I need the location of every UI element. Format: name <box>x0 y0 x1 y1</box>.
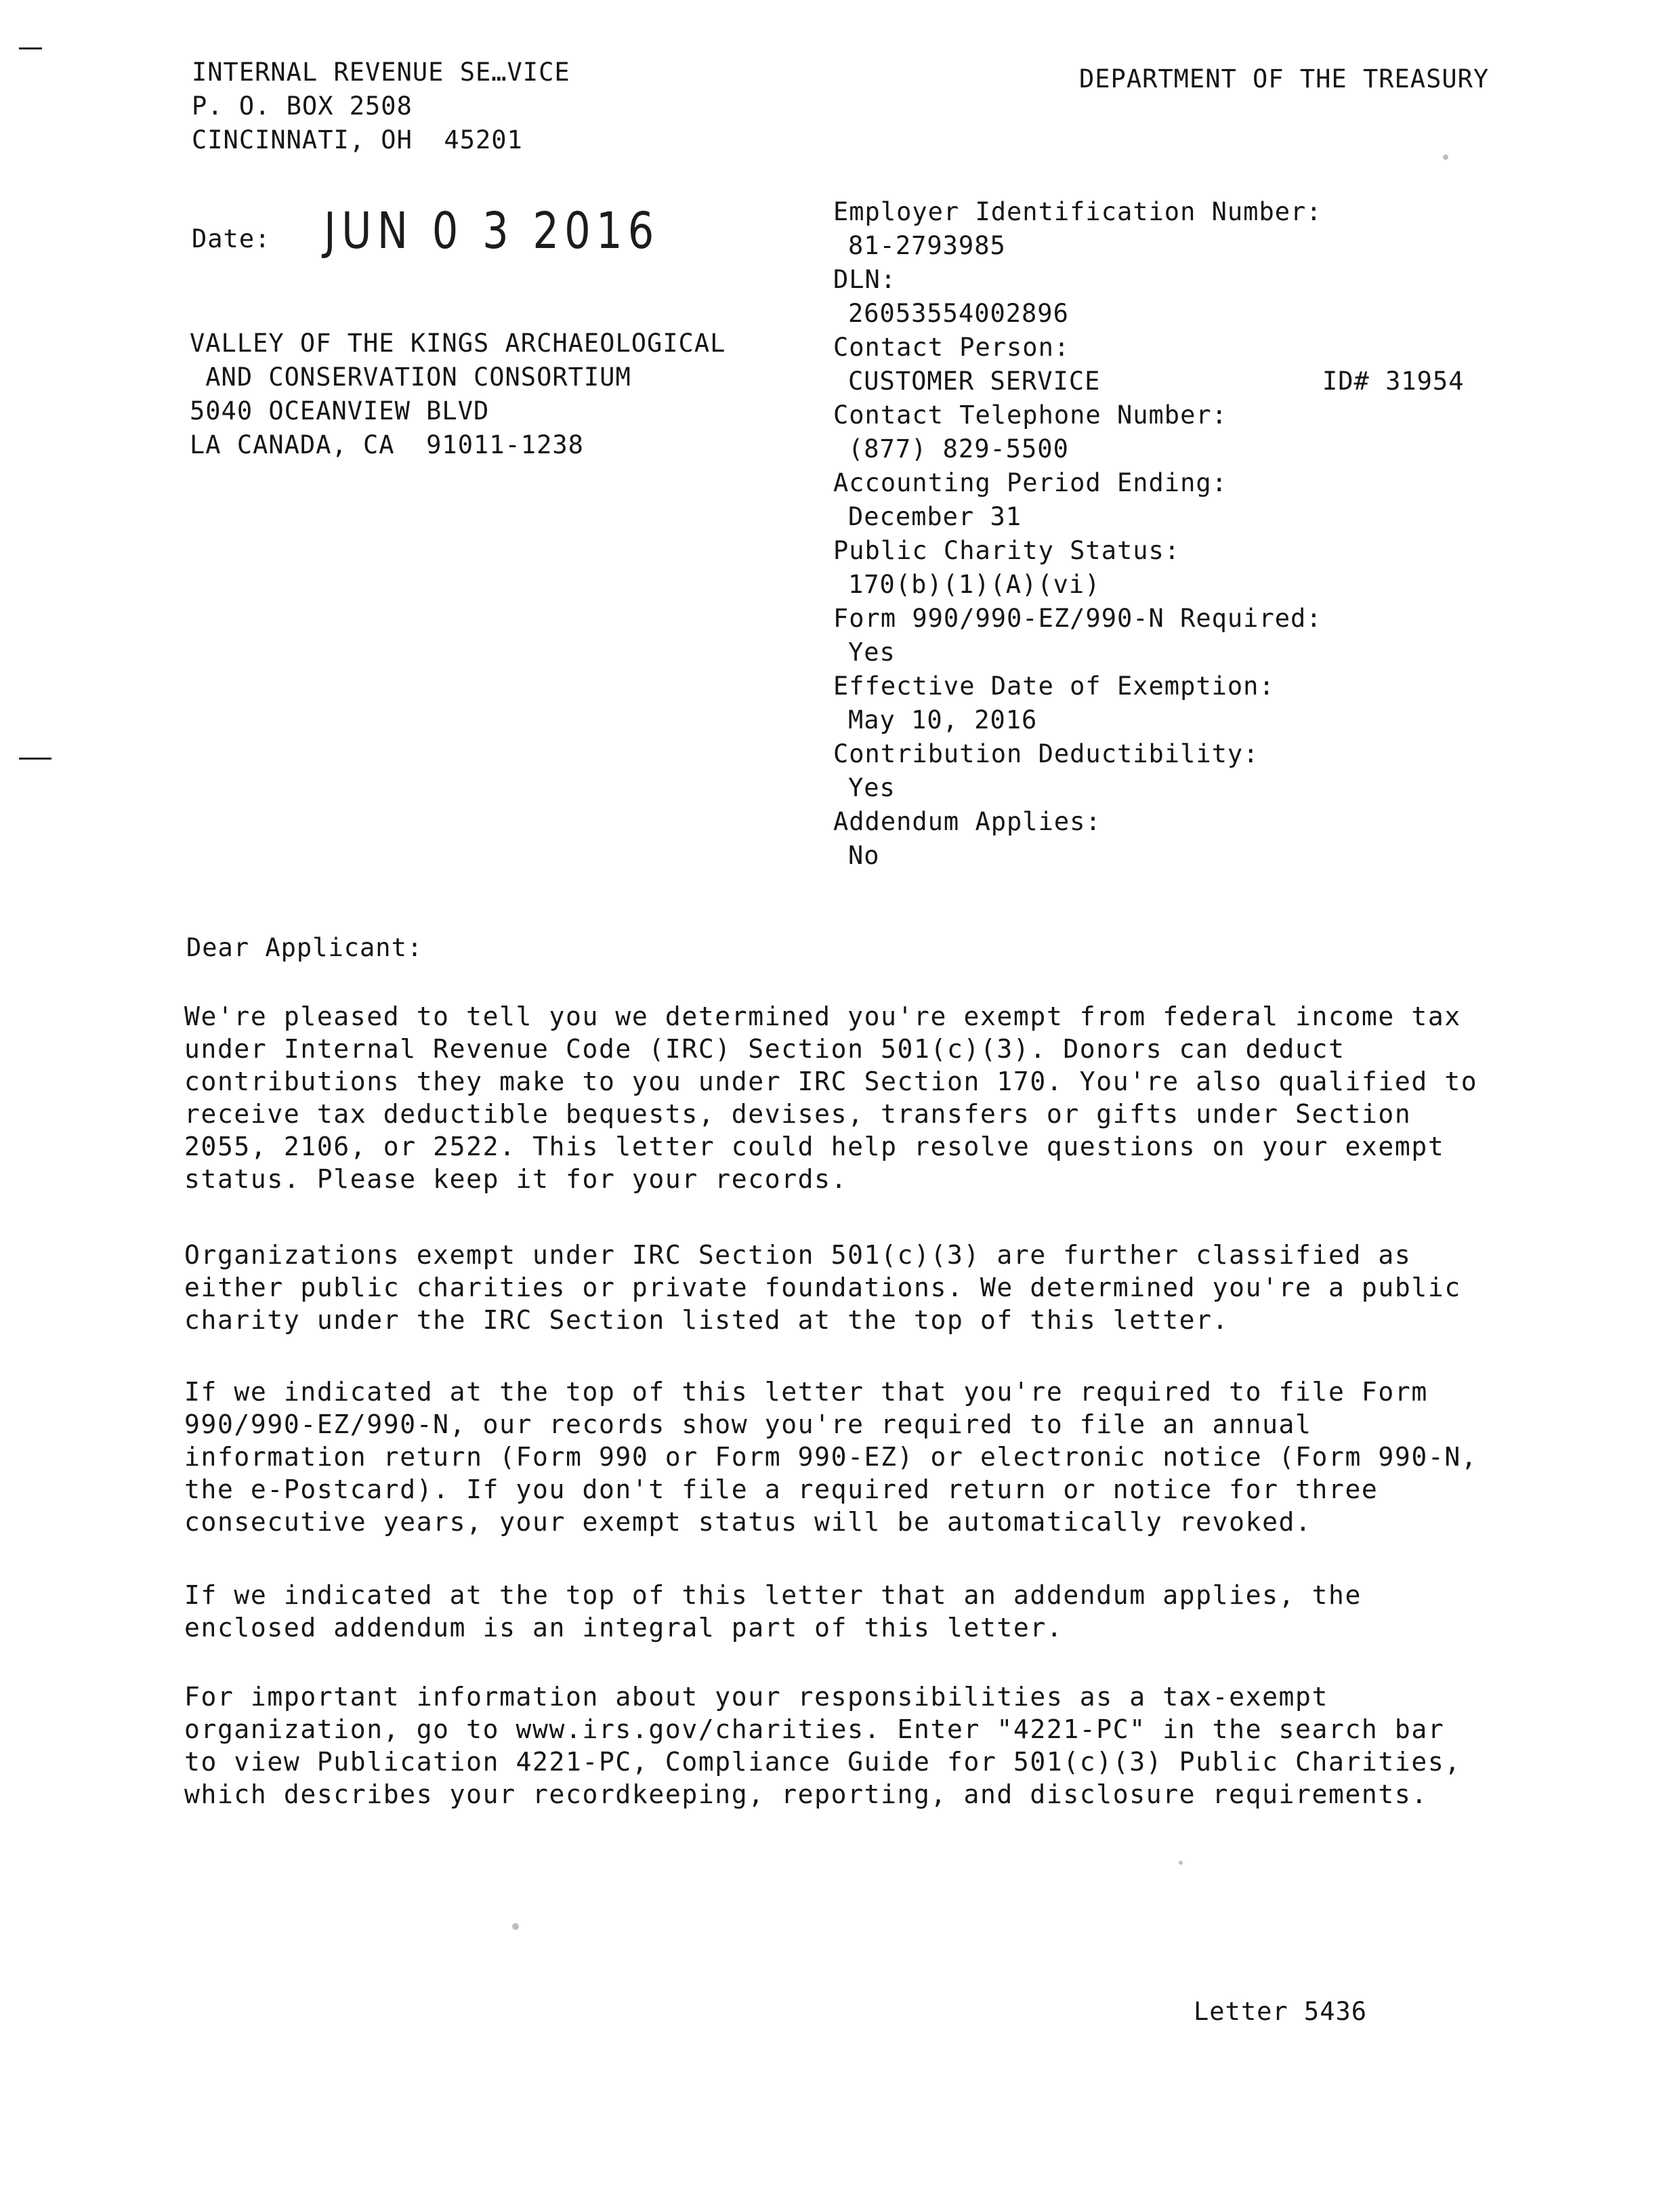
body-paragraph <box>184 1680 1539 1811</box>
addendum-value: No <box>848 841 880 870</box>
paragraph-line: If we indicated at the top of this letter that you're required to file Form <box>184 1377 1428 1407</box>
paragraph-line: consecutive years, your exempt status will be automatically revoked. <box>184 1507 1312 1537</box>
form-required-value: Yes <box>848 638 896 667</box>
recipient-address <box>190 327 726 462</box>
sender-address <box>192 56 570 157</box>
dln-value: 26053554002896 <box>848 299 1069 328</box>
body-paragraph <box>184 1376 1539 1538</box>
sender-line: CINCINNATI, OH 45201 <box>192 125 523 154</box>
sender-line: P. O. BOX 2508 <box>192 91 413 121</box>
paragraph-line: under Internal Revenue Code (IRC) Section 501(c)(3). Donors can deduct <box>184 1034 1345 1064</box>
ein-label: Employer Identification Number: <box>833 197 1322 226</box>
contact-id: ID# 31954 <box>1322 367 1465 396</box>
paragraph-line: the e-Postcard). If you don't file a required return or notice for three <box>184 1474 1379 1504</box>
effective-date-value: May 10, 2016 <box>848 705 1038 735</box>
paragraph-line: receive tax deductible bequests, devises, transfers or gifts under Section <box>184 1099 1412 1129</box>
deductibility-value: Yes <box>848 773 896 802</box>
effective-date-label: Effective Date of Exemption: <box>833 672 1275 701</box>
paragraph-line: For important information about your responsibilities as a tax-exempt <box>184 1682 1328 1712</box>
scan-speck <box>512 1923 519 1930</box>
scan-speck <box>1443 154 1448 160</box>
paragraph-line: Organizations exempt under IRC Section 501(c)(3) are further classified as <box>184 1240 1412 1270</box>
paragraph-line: status. Please keep it for your records. <box>184 1164 848 1194</box>
form-required-label: Form 990/990-EZ/990-N Required: <box>833 604 1322 633</box>
recipient-line: LA CANADA, CA 91011-1238 <box>190 430 584 459</box>
body-paragraph <box>184 1000 1539 1195</box>
dln-label: DLN: <box>833 265 897 294</box>
paragraph-line: which describes your recordkeeping, reporting, and disclosure requirements. <box>184 1779 1428 1809</box>
scan-mark-middle <box>19 758 51 760</box>
paragraph-line: 990/990-EZ/990-N, our records show you're required to file an annual <box>184 1409 1312 1439</box>
sender-line: INTERNAL REVENUE SE…VICE <box>192 58 570 87</box>
period-value: December 31 <box>848 502 1022 531</box>
paragraph-line: If we indicated at the top of this letter that an addendum applies, the <box>184 1580 1362 1610</box>
date-label: Date: <box>192 224 271 253</box>
phone-label: Contact Telephone Number: <box>833 400 1227 430</box>
recipient-line: AND CONSERVATION CONSORTIUM <box>190 363 631 392</box>
phone-value: (877) 829-5500 <box>848 434 1069 463</box>
period-label: Accounting Period Ending: <box>833 468 1227 497</box>
paragraph-line: enclosed addendum is an integral part of this letter. <box>184 1613 1064 1643</box>
addendum-label: Addendum Applies: <box>833 807 1101 836</box>
paragraph-line: information return (Form 990 or Form 990-EZ) or electronic notice (Form 990-N, <box>184 1442 1478 1472</box>
charity-status-label: Public Charity Status: <box>833 536 1181 565</box>
paragraph-line: contributions they make to you under IRC Section 170. You're also qualified to <box>184 1067 1478 1096</box>
scan-speck <box>1179 1861 1183 1865</box>
recipient-line: VALLEY OF THE KINGS ARCHAEOLOGICAL <box>190 329 726 358</box>
details-panel <box>833 195 1322 873</box>
paragraph-line: We're pleased to tell you we determined you're exempt from federal income tax <box>184 1002 1461 1031</box>
body-paragraph <box>184 1239 1539 1336</box>
paragraph-line: either public charities or private foundations. We determined you're a public <box>184 1273 1461 1302</box>
paragraph-line: organization, go to www.irs.gov/charities. Enter "4221-PC" in the search bar <box>184 1714 1445 1744</box>
paragraph-line: charity under the IRC Section listed at the top of this letter. <box>184 1305 1230 1335</box>
deductibility-label: Contribution Deductibility: <box>833 739 1259 768</box>
department-heading: DEPARTMENT OF THE TREASURY <box>1079 64 1490 94</box>
date-stamp: JUN 0 3 2016 <box>324 202 660 260</box>
letter-number: Letter 5436 <box>1194 1997 1368 2026</box>
paragraph-line: 2055, 2106, or 2522. This letter could help resolve questions on your exempt <box>184 1132 1445 1161</box>
body-paragraph <box>184 1579 1539 1644</box>
paragraph-line: to view Publication 4221-PC, Compliance Guide for 501(c)(3) Public Charities, <box>184 1747 1461 1777</box>
contact-value: CUSTOMER SERVICE <box>848 367 1101 396</box>
ein-value: 81-2793985 <box>848 231 1006 260</box>
scan-mark-top <box>19 47 42 49</box>
charity-status-value: 170(b)(1)(A)(vi) <box>848 570 1101 599</box>
contact-label: Contact Person: <box>833 333 1070 362</box>
recipient-line: 5040 OCEANVIEW BLVD <box>190 396 490 426</box>
salutation: Dear Applicant: <box>186 933 423 962</box>
